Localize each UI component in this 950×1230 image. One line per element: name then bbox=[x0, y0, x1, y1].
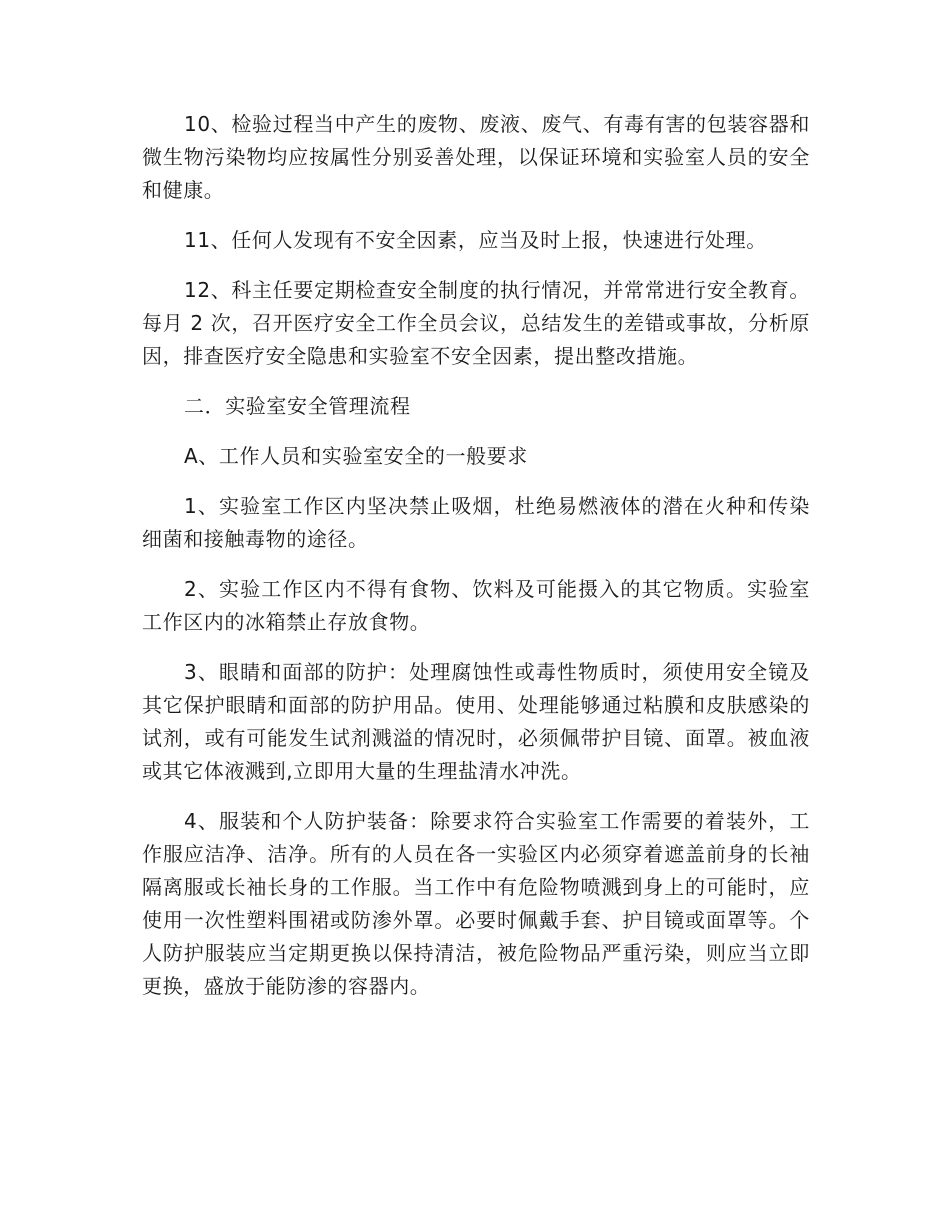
paragraph-11: 11、任何人发现有不安全因素，应当及时上报，快速进行处理。 bbox=[184, 228, 767, 252]
paragraph-1: 1、实验室工作区内坚决禁止吸烟，杜绝易燃液体的潜在火种和传染细菌和接触毒物的途径。 bbox=[142, 494, 810, 551]
paragraph-4: 4、服装和个人防护装备：除要求符合实验室工作需要的着装外，工作服应洁净、洁净。所有的人员在各一实验区内必须穿着遮盖前身的长袖隔离服或长袖长身的工作服。当工作中有危险物喷溅到身上的可能时，应使用一次性塑料围裙或防渗外罩。必要时佩戴手套、护目镜或面罩等。个人防护服装应当定期更换以保持清洁，被危险物品严重污染，则应当立即更换，盛放于能防渗的容器内。 bbox=[142, 809, 810, 998]
subsection-heading: A、工作人员和实验室安全的一般要求 bbox=[184, 444, 528, 468]
document-body bbox=[142, 108, 810, 1020]
paragraph-12: 12、科主任要定期检查安全制度的执行情况，并常常进行安全教育。每月 2 次，召开医疗安全工作全员会议，总结发生的差错或事故，分析原因，排查医疗安全隐患和实验室不安全因素，提出整改措施。 bbox=[142, 278, 810, 368]
paragraph-3: 3、眼睛和面部的防护：处理腐蚀性或毒性物质时，须使用安全镜及其它保护眼睛和面部的防护用品。使用、处理能够通过粘膜和皮肤感染的试剂，或有可能发生试剂溅溢的情况时，必须佩带护目镜、面罩。被血液或其它体液溅到,立即用大量的生理盐清水冲洗。 bbox=[142, 660, 810, 783]
paragraph-2: 2、实验工作区内不得有食物、饮料及可能摄入的其它物质。实验室工作区内的冰箱禁止存放食物。 bbox=[142, 577, 810, 634]
section-heading: 二．实验室安全管理流程 bbox=[184, 394, 411, 418]
paragraph-10: 10、检验过程当中产生的废物、废液、废气、有毒有害的包装容器和微生物污染物均应按属性分别妥善处理，以保证环境和实验室人员的安全和健康。 bbox=[142, 112, 810, 202]
